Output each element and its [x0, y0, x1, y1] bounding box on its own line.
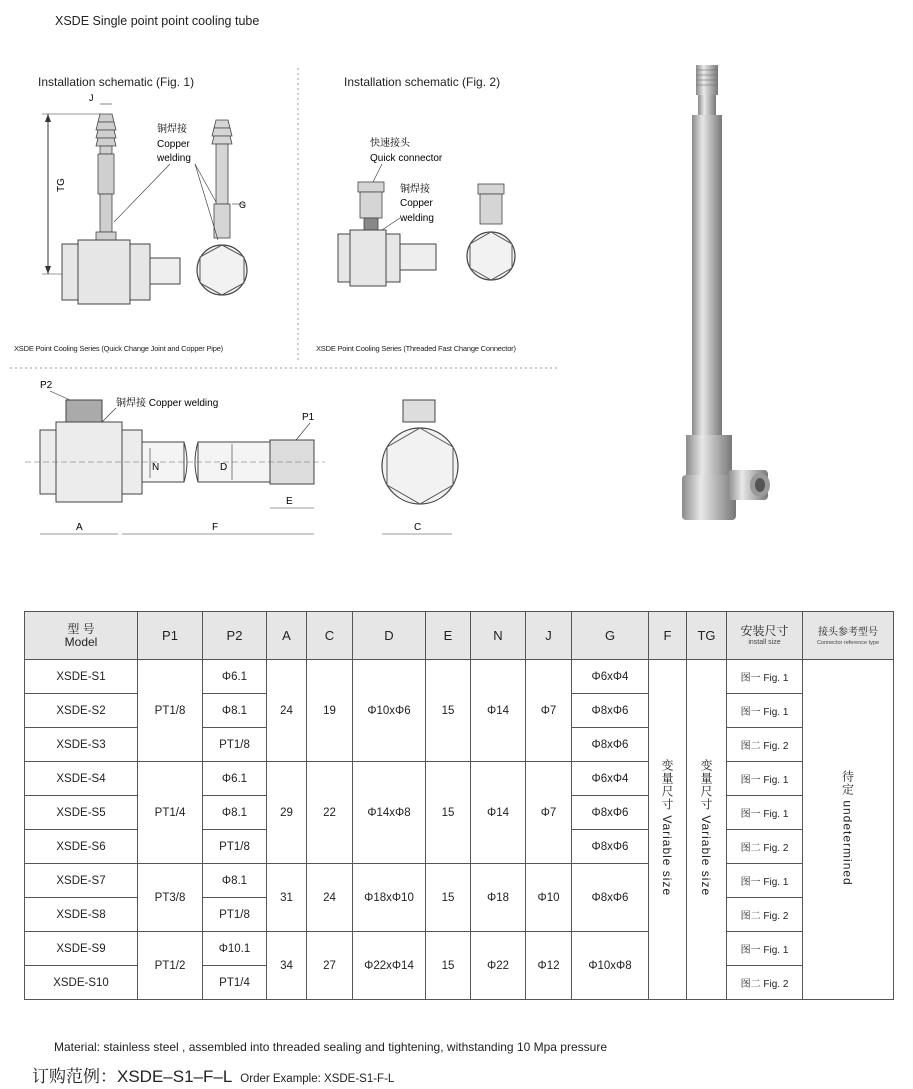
th-c: C — [307, 612, 353, 660]
table-row — [25, 660, 894, 694]
th-a: A — [267, 612, 307, 660]
j-cell: Φ7 — [526, 762, 572, 864]
p1-cell: PT3/8 — [138, 864, 203, 932]
f-cell: 变量尺寸 Variable size — [649, 660, 687, 1000]
p2-cell: PT1/4 — [203, 966, 267, 1000]
e-label: E — [286, 496, 293, 507]
tg-cell: 变量尺寸 Variable size — [687, 660, 727, 1000]
p2-cell: Φ10.1 — [203, 932, 267, 966]
th-p1: P1 — [138, 612, 203, 660]
th-n: N — [471, 612, 526, 660]
fig2-copper-cn: 铜焊接 — [400, 184, 430, 195]
c-cell: 19 — [307, 660, 353, 762]
install-cell: 图一 Fig. 1 — [727, 660, 803, 694]
copper-en1: Copper — [157, 139, 190, 150]
a-cell: 34 — [267, 932, 307, 1000]
g-cell: Φ8xΦ6 — [572, 796, 649, 830]
n-label: N — [152, 462, 160, 473]
install-cell: 图一 Fig. 1 — [727, 762, 803, 796]
p1-cell: PT1/8 — [138, 660, 203, 762]
p1-cell: PT1/4 — [138, 762, 203, 864]
p2-cell: PT1/8 — [203, 728, 267, 762]
quick-cn: 快速接头 — [370, 138, 410, 149]
th-model: 型 号 Model — [25, 612, 138, 660]
product-photo — [660, 60, 780, 530]
install-cell: 图一 Fig. 1 — [727, 932, 803, 966]
e-cell: 15 — [426, 660, 471, 762]
install-cell: 图二 Fig. 2 — [727, 728, 803, 762]
table-row — [25, 864, 894, 898]
install-cell: 图一 Fig. 1 — [727, 796, 803, 830]
th-e: E — [426, 612, 471, 660]
model-cell: XSDE-S2 — [25, 694, 138, 728]
n-cell: Φ22 — [471, 932, 526, 1000]
n-cell: Φ14 — [471, 762, 526, 864]
th-install: 安装尺寸 install size — [727, 612, 803, 660]
p1-cell: PT1/2 — [138, 932, 203, 1000]
e-cell: 15 — [426, 762, 471, 864]
p2-cell: PT1/8 — [203, 830, 267, 864]
quick-en: Quick connector — [370, 153, 443, 164]
p2-cell: Φ6.1 — [203, 762, 267, 796]
th-d: D — [353, 612, 426, 660]
model-cell: XSDE-S3 — [25, 728, 138, 762]
e-cell: 15 — [426, 932, 471, 1000]
copper-dim-label: 铜焊接 Copper welding — [116, 398, 219, 409]
model-cell: XSDE-S9 — [25, 932, 138, 966]
spec-table — [24, 611, 894, 1000]
g-cell: Φ8xΦ6 — [572, 830, 649, 864]
install-cell: 图二 Fig. 2 — [727, 966, 803, 1000]
j-cell: Φ10 — [526, 864, 572, 932]
th-j: J — [526, 612, 572, 660]
copper-en2: welding — [157, 153, 191, 164]
d-cell: Φ22xΦ14 — [353, 932, 426, 1000]
th-p2: P2 — [203, 612, 267, 660]
install-cell: 图二 Fig. 2 — [727, 830, 803, 864]
model-cell: XSDE-S6 — [25, 830, 138, 864]
fig2-copper-en2: welding — [400, 213, 434, 224]
c-cell: 27 — [307, 932, 353, 1000]
connector-cell: 待定 undetermined — [803, 660, 894, 1000]
c-cell: 24 — [307, 864, 353, 932]
install-cell: 图二 Fig. 2 — [727, 898, 803, 932]
fig1-title: Installation schematic (Fig. 1) — [38, 75, 195, 89]
g-cell: Φ8xΦ6 — [572, 864, 649, 932]
model-cell: XSDE-S4 — [25, 762, 138, 796]
p2-label: P2 — [40, 380, 53, 391]
g-cell: Φ6xΦ4 — [572, 762, 649, 796]
install-cell: 图一 Fig. 1 — [727, 864, 803, 898]
d-label: D — [220, 462, 228, 473]
fig1-caption: XSDE Point Cooling Series (Quick Change Joint and Copper Pipe) — [14, 344, 223, 353]
dimension-drawing — [20, 378, 470, 548]
order-cn: 订购范例：XSDE–S1–F–L — [32, 1067, 233, 1086]
material-note: Material: stainless steel , assembled into threaded sealing and tightening, withstanding 10 Mpa pressure — [54, 1040, 607, 1054]
c-label: C — [414, 522, 422, 533]
model-cell: XSDE-S1 — [25, 660, 138, 694]
order-en: Order Example: XSDE-S1-F-L — [240, 1073, 395, 1085]
fig2-caption: XSDE Point Cooling Series (Threaded Fast Change Connector) — [316, 344, 516, 353]
j-label: J — [89, 93, 94, 103]
p1-label: P1 — [302, 412, 315, 423]
a-cell: 31 — [267, 864, 307, 932]
n-cell: Φ14 — [471, 660, 526, 762]
table-row — [25, 762, 894, 796]
order-example — [32, 1062, 394, 1087]
c-cell: 22 — [307, 762, 353, 864]
th-connector: 接头参考型号 Connector reference type — [803, 612, 894, 660]
d-cell: Φ10xΦ6 — [353, 660, 426, 762]
p2-cell: PT1/8 — [203, 898, 267, 932]
model-cell: XSDE-S5 — [25, 796, 138, 830]
g-cell: Φ6xΦ4 — [572, 660, 649, 694]
g-cell: Φ8xΦ6 — [572, 694, 649, 728]
tg-label: TG — [56, 178, 67, 192]
p2-cell: Φ8.1 — [203, 694, 267, 728]
a-cell: 29 — [267, 762, 307, 864]
fig2-copper-en1: Copper — [400, 198, 433, 209]
th-g: G — [572, 612, 649, 660]
f-label: F — [212, 522, 219, 533]
a-label: A — [76, 522, 83, 533]
fig1-schematic — [20, 92, 290, 342]
e-cell: 15 — [426, 864, 471, 932]
model-cell: XSDE-S10 — [25, 966, 138, 1000]
table-header-row — [25, 612, 894, 660]
d-cell: Φ14xΦ8 — [353, 762, 426, 864]
g-cell: Φ8xΦ6 — [572, 728, 649, 762]
fig2-schematic — [320, 130, 560, 330]
model-cell: XSDE-S8 — [25, 898, 138, 932]
install-cell: 图一 Fig. 1 — [727, 694, 803, 728]
th-f: F — [649, 612, 687, 660]
a-cell: 24 — [267, 660, 307, 762]
j-cell: Φ7 — [526, 660, 572, 762]
p2-cell: Φ8.1 — [203, 796, 267, 830]
page-title: XSDE Single point point cooling tube — [55, 14, 260, 28]
p2-cell: Φ6.1 — [203, 660, 267, 694]
p2-cell: Φ8.1 — [203, 864, 267, 898]
model-cell: XSDE-S7 — [25, 864, 138, 898]
g-label: G — [239, 200, 247, 210]
table-row — [25, 932, 894, 966]
d-cell: Φ18xΦ10 — [353, 864, 426, 932]
copper-cn: 铜焊接 — [157, 124, 187, 135]
th-tg: TG — [687, 612, 727, 660]
fig2-title: Installation schematic (Fig. 2) — [344, 75, 501, 89]
n-cell: Φ18 — [471, 864, 526, 932]
j-cell: Φ12 — [526, 932, 572, 1000]
g-cell: Φ10xΦ8 — [572, 932, 649, 1000]
